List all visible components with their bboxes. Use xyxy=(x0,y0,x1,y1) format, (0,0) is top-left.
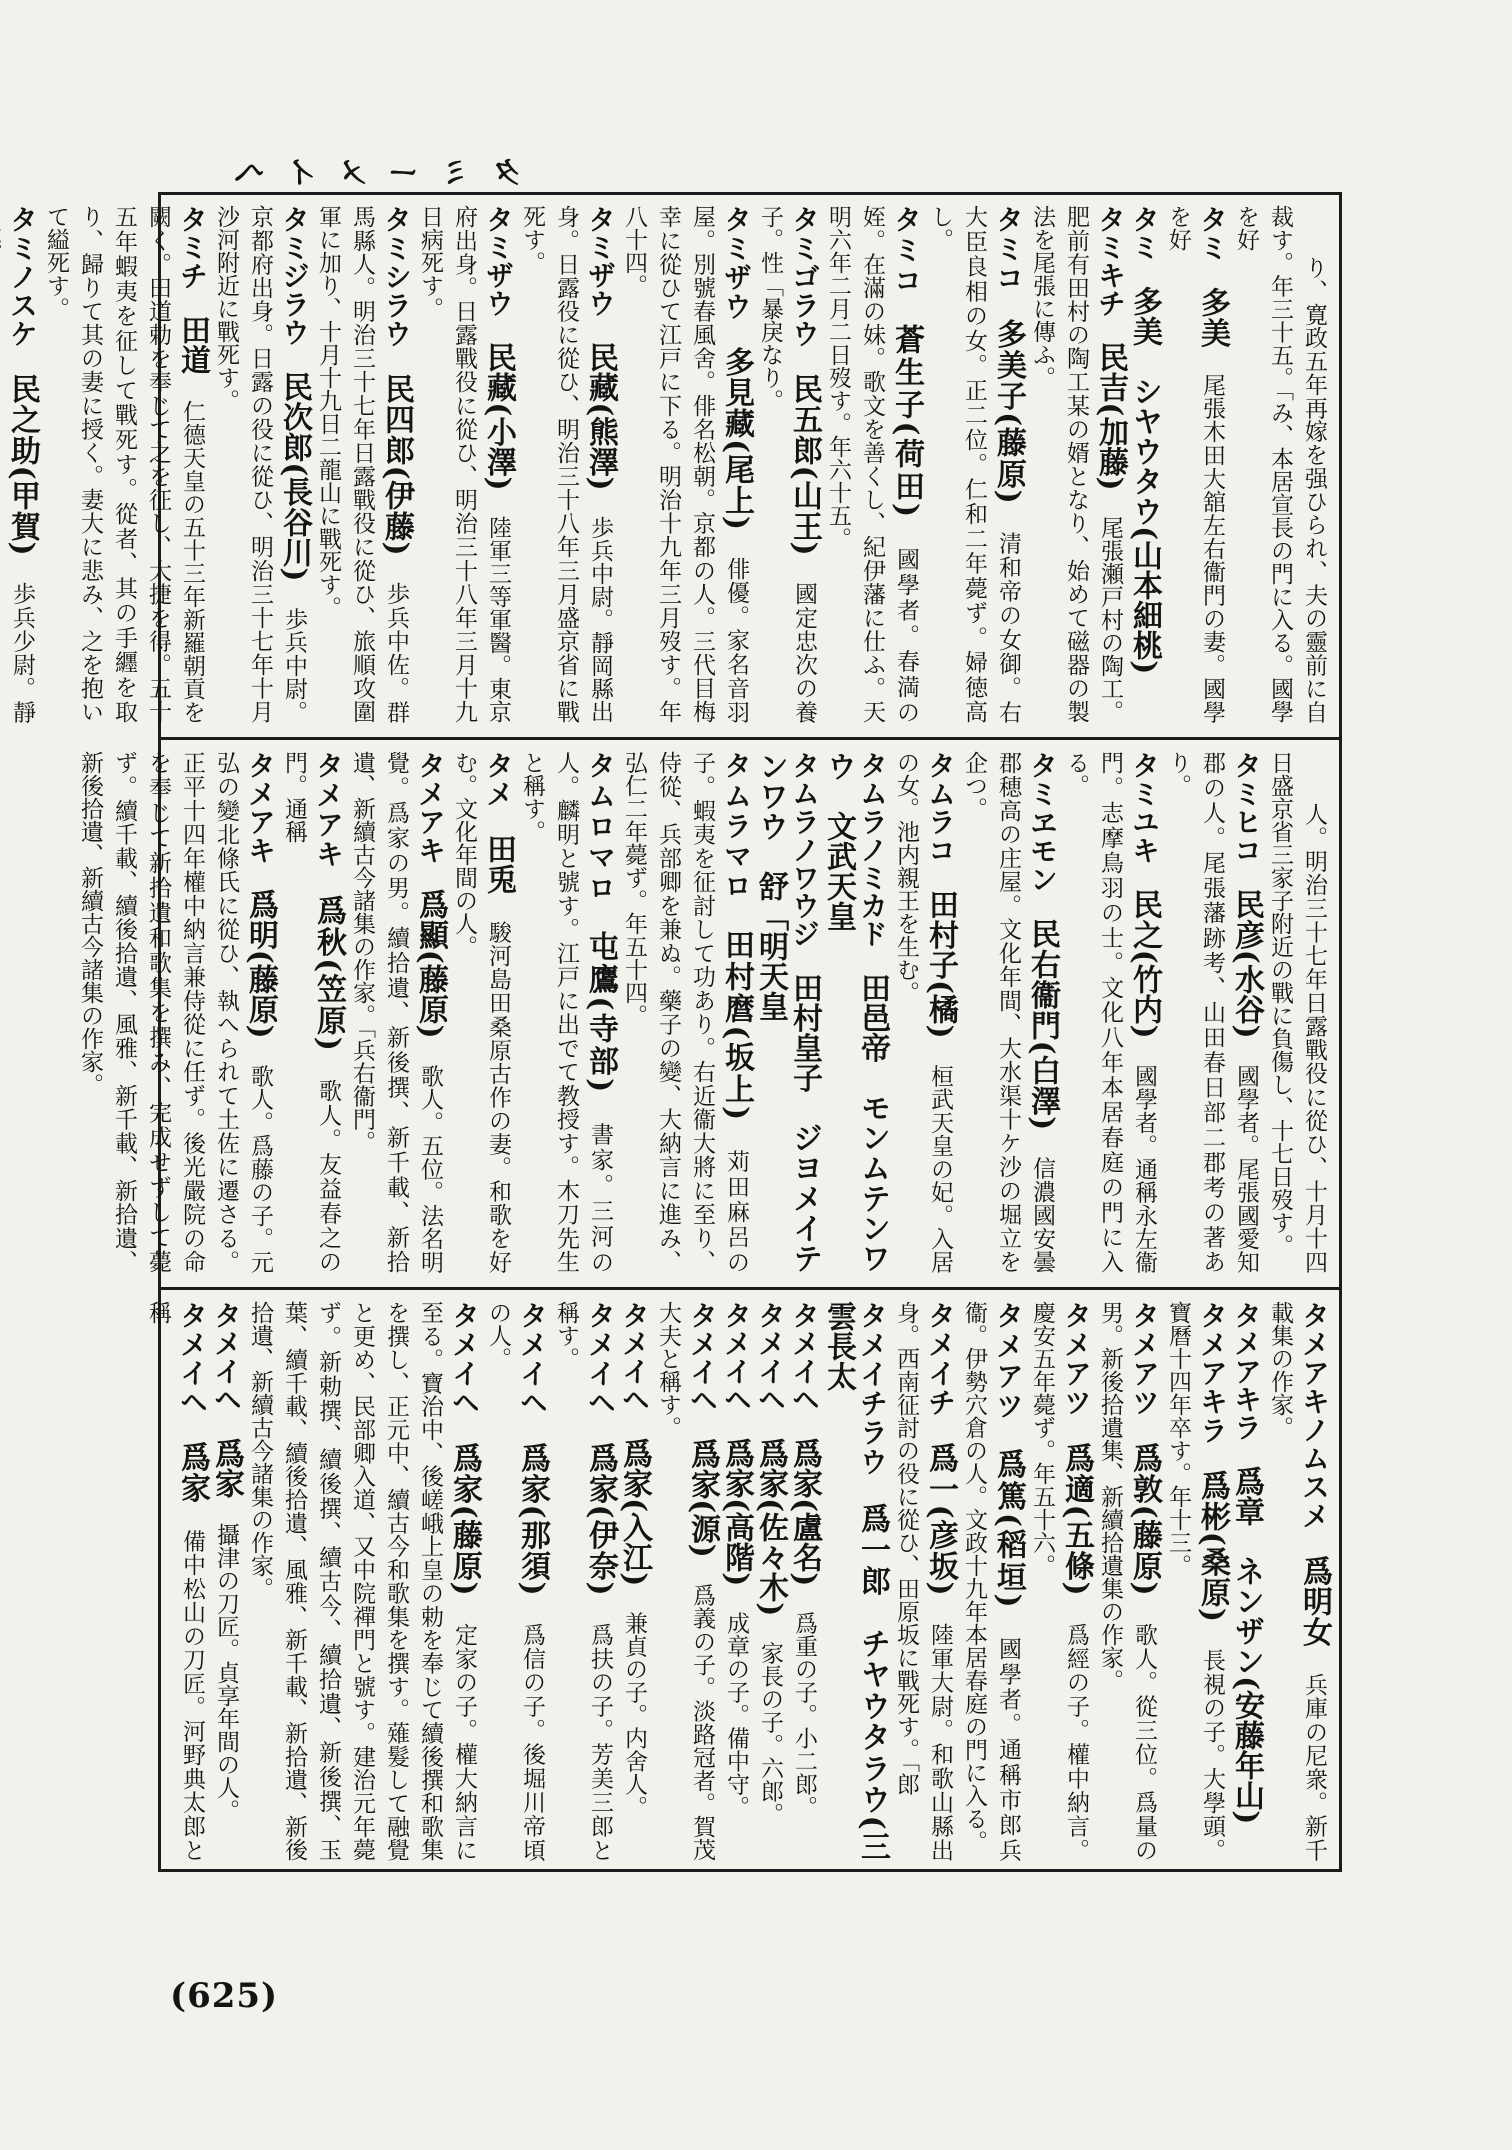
entry-description: 歩兵少尉。靜 xyxy=(9,581,35,724)
entry-name: 爲明女 xyxy=(1297,1555,1332,1648)
headword: タミザウ xyxy=(720,205,753,321)
entry-description: 備中松山の刀匠。河野典太郎と稱 xyxy=(145,1301,205,1862)
entry-description: 歩兵中尉。京都府出身。日露の役に從ひ、明治三十七年十月沙河附近に戰死す。 xyxy=(213,205,307,724)
entry-name: 爲一郎 チヤウタラウ(三雲長太 xyxy=(821,1301,890,1862)
dictionary-entry xyxy=(0,199,39,729)
headword: タミ xyxy=(1196,205,1229,262)
headword: タメイヘ xyxy=(754,1301,787,1413)
headword: タミ xyxy=(1128,205,1161,261)
entry-description: 國學者。通稱市郎兵衞。伊勢穴倉の人。文政十九年本居春庭の門に入る。 xyxy=(961,1301,1021,1862)
dictionary-entry xyxy=(515,745,617,1279)
entry-description: 定家の子。權大納言に至る。寶治中、後嵯峨上皇の勅を奉じて續後撰和歌集を撰し、正元中、續古今和歌集を撰す。薙髮して融覺と更め、民部卿入道、又中院禪門と號す。建治元年薨ず。新勅撰、續後撰、續古今、續拾遺、新後撰、玉葉、續千載、續後拾遺、風雅、新千載、新拾遺、新後拾遺、新續古今諸集の作家。 xyxy=(247,1301,477,1862)
dictionary-entry xyxy=(617,199,753,729)
headword: タミチ xyxy=(176,205,209,290)
entry-description: 爲扶の子。芳美三郎と稱す。 xyxy=(553,1301,613,1862)
dictionary-entry xyxy=(73,745,277,1279)
entry-name: 田村皇子 ジヨメイテンワウ 舒「明天皇 xyxy=(753,751,822,1274)
entry-description: 爲重の子。小二郎。 xyxy=(791,1611,817,1819)
headword: タムロマロ xyxy=(584,751,617,904)
entry-description: 書家。三河の人。麟明と號す。江戸に出でて教授す。木刀先生と稱す。 xyxy=(519,751,613,1274)
entry-name: 民吉(加藤) xyxy=(1093,342,1128,491)
dictionary-entry xyxy=(1025,199,1127,729)
dictionary-entry xyxy=(549,1295,617,1867)
entry-description: 歌人。五位。法名明覺。爲家の男。續拾遺、新後撰、新千載、新拾遺、新續古今諸集の作家。「兵右衞門。 xyxy=(349,751,443,1274)
headword: タメイヘ xyxy=(618,1301,651,1413)
headword: タメイヘ xyxy=(788,1301,821,1413)
entry-description: 桓武天皇の妃。入居の女。池内親王を生む。 xyxy=(893,751,953,1274)
entry-description: 陸軍三等軍醫。東京府出身。日露戰役に從ひ、明治三十八年三月十九日病死す。 xyxy=(417,205,511,724)
entry-description: 歌人。爲藤の子。元弘の變北條氏に從ひ、執へられて土佐に遷さる。正平十四年權中納言兼侍從に任ず。後光嚴院の命を奉じて新拾遺和歌集を撰み、完成せずして薨ず。續千載、續後拾遺、風雅、新千載、新拾遺、新後拾遺、新續古今諸集の作家。 xyxy=(77,751,273,1274)
entry-name: 田道 xyxy=(175,314,210,375)
tier-top xyxy=(5,199,1331,729)
headword: タメアキラ xyxy=(1196,1301,1229,1445)
headword: タメイチ xyxy=(924,1301,957,1417)
dictionary-entry xyxy=(413,199,515,729)
entry-name: 多見藏(尾上) xyxy=(719,346,754,531)
dictionary-entry xyxy=(957,745,1059,1279)
headword: タミザウ xyxy=(584,205,617,318)
headword: タミコ xyxy=(890,205,923,297)
entry-name: 爲篤(稻垣) xyxy=(991,1448,1026,1608)
dictionary-entry xyxy=(1161,745,1263,1279)
entry-name: 爲家(佐々木) xyxy=(753,1438,788,1617)
headword: タメイヘ xyxy=(448,1301,481,1417)
running-head: タミーメイへ xyxy=(212,156,522,191)
entry-name: 田村子(橘) xyxy=(923,889,958,1039)
dictionary-entry xyxy=(141,1295,209,1867)
dictionary-entry xyxy=(39,199,209,729)
dictionary-entry xyxy=(209,1295,243,1867)
headword: タミノスケ xyxy=(6,205,39,349)
entry-description: 俳優。家名音羽屋。別號春風舍。俳名松朝。京都の人。三代目梅幸に從ひて江戸に下る。明治十九年三月歿す。年八十四。 xyxy=(621,205,749,724)
entry-name: 爲明(藤原) xyxy=(243,889,278,1039)
entry-name: 爲適(五條) xyxy=(1059,1442,1094,1596)
entry-name: 爲彬(桑原) xyxy=(1195,1470,1230,1623)
entry-description: 尾張木田大舘左右衞門の妻。國學を好 xyxy=(1165,205,1225,724)
entry-description: 兼貞の子。内舍人。 xyxy=(621,1611,647,1819)
dictionary-entry xyxy=(1229,1295,1263,1867)
entry-description: 兵庫の尼衆。新千載集の作家。 xyxy=(1267,1301,1327,1862)
headword: タミジラウ xyxy=(278,205,311,347)
entry-name: 屯鷹(寺部) xyxy=(583,931,618,1093)
entry-description: 歌人。從三位。爲量の男。新後拾遺集、新續拾遺集の作家。 xyxy=(1097,1301,1157,1862)
entry-name: 爲顯(藤原) xyxy=(413,889,448,1039)
entry-description: 成章の子。備中守。 xyxy=(723,1611,749,1819)
headword: タメイヘ xyxy=(720,1301,753,1413)
page-number: (625) xyxy=(170,1976,279,2016)
entry-name: 爲秋(笠原) xyxy=(311,895,346,1051)
dictionary-entry xyxy=(753,199,821,729)
entry-name: 爲家(藤原) xyxy=(447,1442,482,1596)
entry-name: 多美 xyxy=(1195,287,1230,348)
dictionary-entry xyxy=(277,745,345,1279)
headword: タメアキラ xyxy=(1230,1301,1263,1441)
entry-name: 爲家(那須) xyxy=(515,1442,550,1596)
dictionary-entry xyxy=(821,745,889,1279)
dictionary-entry xyxy=(651,1295,719,1867)
entry-description: 爲經の子。權中納言。慶安五年薨ず。年五十六。 xyxy=(1029,1301,1089,1862)
dictionary-entry xyxy=(1025,1295,1093,1867)
entry-name: 爲一(彦坂) xyxy=(923,1442,958,1596)
entry-description: 長視の子。大學頭。寶曆十四年卒す。年十三。 xyxy=(1165,1301,1225,1862)
entry-description: 國學者。通稱永左衞門。志摩鳥羽の士。文化八年本居春庭の門に入る。 xyxy=(1063,751,1157,1274)
headword: タミザウ xyxy=(482,205,515,318)
headword: タメアキ xyxy=(414,751,447,864)
dictionary-entry xyxy=(923,199,1025,729)
dictionary-entry xyxy=(209,199,311,729)
dictionary-entry xyxy=(515,199,617,729)
entry-name: 民之(竹内) xyxy=(1127,889,1162,1039)
headword: タメイヘ xyxy=(584,1301,617,1417)
entry-name: 多美子(藤原) xyxy=(991,318,1026,504)
headword: タメイヘ xyxy=(210,1301,243,1413)
entry-name: 民彦(水谷) xyxy=(1229,889,1264,1039)
entry-name: 田邑帝 モンムテンワウ 文武天皇 xyxy=(821,751,890,1274)
entry-name: 爲家(高階) xyxy=(719,1438,754,1587)
headword: タムラマロ xyxy=(720,751,753,902)
entry-name: 爲章 ネンザン(安藤年山) xyxy=(1229,1466,1264,1825)
entry-name: 民之助(甲賀) xyxy=(5,373,40,556)
dictionary-entry xyxy=(787,1295,821,1867)
dictionary-entry xyxy=(753,1295,787,1867)
entry-description: 清和帝の女御。右大臣良相の女。正二位。仁和二年薨ず。婦徳高し。 xyxy=(927,205,1021,724)
dictionary-entry xyxy=(243,1295,481,1867)
entry-name: 爲家(入江) xyxy=(617,1438,652,1587)
tier-divider xyxy=(161,737,1339,740)
dictionary-entry xyxy=(889,745,957,1279)
entry-name: 蒼生子(荷田) xyxy=(889,323,924,518)
entry-description: 陸軍大尉。和歌山縣出身。西南征討の役に從ひ、田原坂に戰死す。「郎 xyxy=(893,1301,953,1862)
headword: タミゴラウ xyxy=(788,205,821,349)
entry-name: 民藏(熊澤) xyxy=(583,342,618,491)
entry-description: 歩兵中尉。靜岡縣出身。日露役に從ひ、明治三十八年三月盛京省に戰死す。 xyxy=(519,205,613,724)
entry-description: 信濃國安曇郡穂高の庄屋。文化年間、大水渠十ケ沙の堀立を企つ。 xyxy=(961,751,1055,1273)
entry-description: 人。明治三十七年日露戰役に從ひ、十月十四日盛京省三家子附近の戰に負傷し、十七日歿す。 xyxy=(1267,751,1327,1274)
headword: タメイチラウ xyxy=(856,1301,889,1477)
entry-name: 民四郎(伊藤) xyxy=(379,373,414,556)
entry-description: 歌人。友益春之の門。通稱 xyxy=(281,751,341,1273)
headword: タミヱモン xyxy=(1026,751,1059,894)
headword: タムラノワウジ xyxy=(788,751,821,948)
entry-description: 歩兵中佐。群馬縣人。明治三十七年日露戰役に從ひ、旅順攻圍軍に加り、十月十九日二龍山に戰死す。 xyxy=(315,205,409,724)
entry-description: 攝津の刀匠。貞享年間の人。 xyxy=(213,1523,239,1822)
entry-description: 國定忠次の養子。性「暴戾なり。 xyxy=(757,205,817,724)
entry-description: り、寛政五年再嫁を强ひられ、夫の靈前に自裁す。年三十五。「み、本居宣長の門に入る。國學を好 xyxy=(1233,205,1327,724)
entry-name: 田村麿(坂上) xyxy=(719,928,754,1121)
dictionary-entry xyxy=(447,745,515,1279)
headword: タムラコ xyxy=(924,751,957,864)
entry-description: 國學者。春満の姪。在滿の妹。歌文を善くし、紀伊藩に仕ふ。天明六年二月二日歿す。年六十五。 xyxy=(825,205,919,724)
headword: タメアツ xyxy=(992,1301,1025,1422)
entry-name: 爲敦(藤原) xyxy=(1127,1442,1162,1596)
dictionary-entry xyxy=(1161,1295,1229,1867)
entry-name: 爲家 xyxy=(209,1438,244,1498)
dictionary-entry xyxy=(617,745,753,1279)
entry-description: 爲信の子。後堀川帝頃の人。 xyxy=(485,1301,545,1862)
headword: タメアキ xyxy=(244,751,277,864)
dictionary-entry xyxy=(957,1295,1025,1867)
dictionary-entry xyxy=(753,745,821,1279)
entry-description: 家長の子。六郎。 xyxy=(757,1641,783,1826)
dictionary-entry xyxy=(311,199,413,729)
dictionary-entry xyxy=(1229,199,1331,729)
entry-description: 苅田麻呂の子。蝦夷を征討して功あり。右近衞大將に至り、侍從、兵部卿を兼ぬ。藥子の變、大納言に進み、弘仁二年薨ず。年五十四。 xyxy=(621,751,749,1274)
headword: タメアツ xyxy=(1128,1301,1161,1417)
dictionary-entry xyxy=(1093,1295,1161,1867)
entry-frame xyxy=(5,192,1342,1872)
dictionary-entry xyxy=(1263,745,1331,1279)
entry-name: 爲家(源) xyxy=(685,1438,720,1558)
headword: タムラノミカド xyxy=(856,751,889,948)
dictionary-entry xyxy=(1263,1295,1331,1867)
entry-description: 國學者。尾張國愛知郡の人。尾張藩跡考、山田春日部二郡考の著あり。 xyxy=(1165,751,1259,1274)
headword: タメアキ xyxy=(312,751,345,869)
headword: タメイヘ xyxy=(516,1301,549,1417)
entry-name: 田兎 xyxy=(481,833,516,895)
entry-name: 爲家 xyxy=(175,1441,210,1504)
headword: タミヒコ xyxy=(1230,751,1263,864)
dictionary-entry xyxy=(719,1295,753,1867)
tier-divider xyxy=(161,1287,1339,1290)
headword: タメイヘ xyxy=(176,1301,209,1417)
entry-description: 駿河島田桑原古作の妻。和歌を好む。文化年間の人。 xyxy=(451,751,511,1274)
entry-name: 爲家(盧名) xyxy=(787,1438,822,1587)
dictionary-entry xyxy=(345,745,447,1279)
entry-name: 爲家(伊奈) xyxy=(583,1442,618,1596)
headword: タメアキノムスメ xyxy=(1298,1301,1331,1530)
dictionary-entry xyxy=(1059,745,1161,1279)
dictionary-entry xyxy=(1161,199,1229,729)
entry-name: 多美 シヤウタウ(山本細桃) xyxy=(1127,286,1162,675)
dictionary-entry xyxy=(481,1295,549,1867)
entry-name: 民右衞門(白澤) xyxy=(1025,918,1060,1131)
headword: タミユキ xyxy=(1128,751,1161,864)
entry-name: 民次郎(長谷川) xyxy=(277,371,312,582)
dictionary-entry xyxy=(889,1295,957,1867)
headword: タメ xyxy=(482,751,515,809)
tier-bottom xyxy=(145,1295,1332,1867)
dictionary-entry xyxy=(821,199,923,729)
entry-name: 民五郎(山王) xyxy=(787,373,822,556)
headword: タミコ xyxy=(992,205,1025,293)
entry-name: 民藏(小澤) xyxy=(481,342,516,491)
entry-description: 尾張瀬戸村の陶工。肥前有田村の陶工某の婿となり、始めて磁器の製法を尾張に傳ふ。 xyxy=(1029,205,1123,724)
headword: タミキチ xyxy=(1094,205,1127,318)
dictionary-entry xyxy=(1127,199,1161,729)
entry-description: 仁德天皇の五十三年新羅朝貢を闕く。田道勅を奉じて之を征し、大捷を得。五十五年蝦夷を征して戰死す。從者、其の手纒を取り、歸りて其の妻に授く。妻大に悲み、之を抱いて縊死す。 xyxy=(43,205,205,724)
dictionary-entry xyxy=(821,1295,889,1867)
headword: タメイヘ xyxy=(686,1301,719,1414)
headword: タメアツ xyxy=(1060,1301,1093,1417)
headword: タミシラウ xyxy=(380,205,413,349)
dictionary-entry xyxy=(617,1295,651,1867)
tier-middle xyxy=(77,745,1331,1279)
entry-description: 爲義の子。淡路冠者。賀茂大夫と稱す。 xyxy=(655,1301,715,1862)
